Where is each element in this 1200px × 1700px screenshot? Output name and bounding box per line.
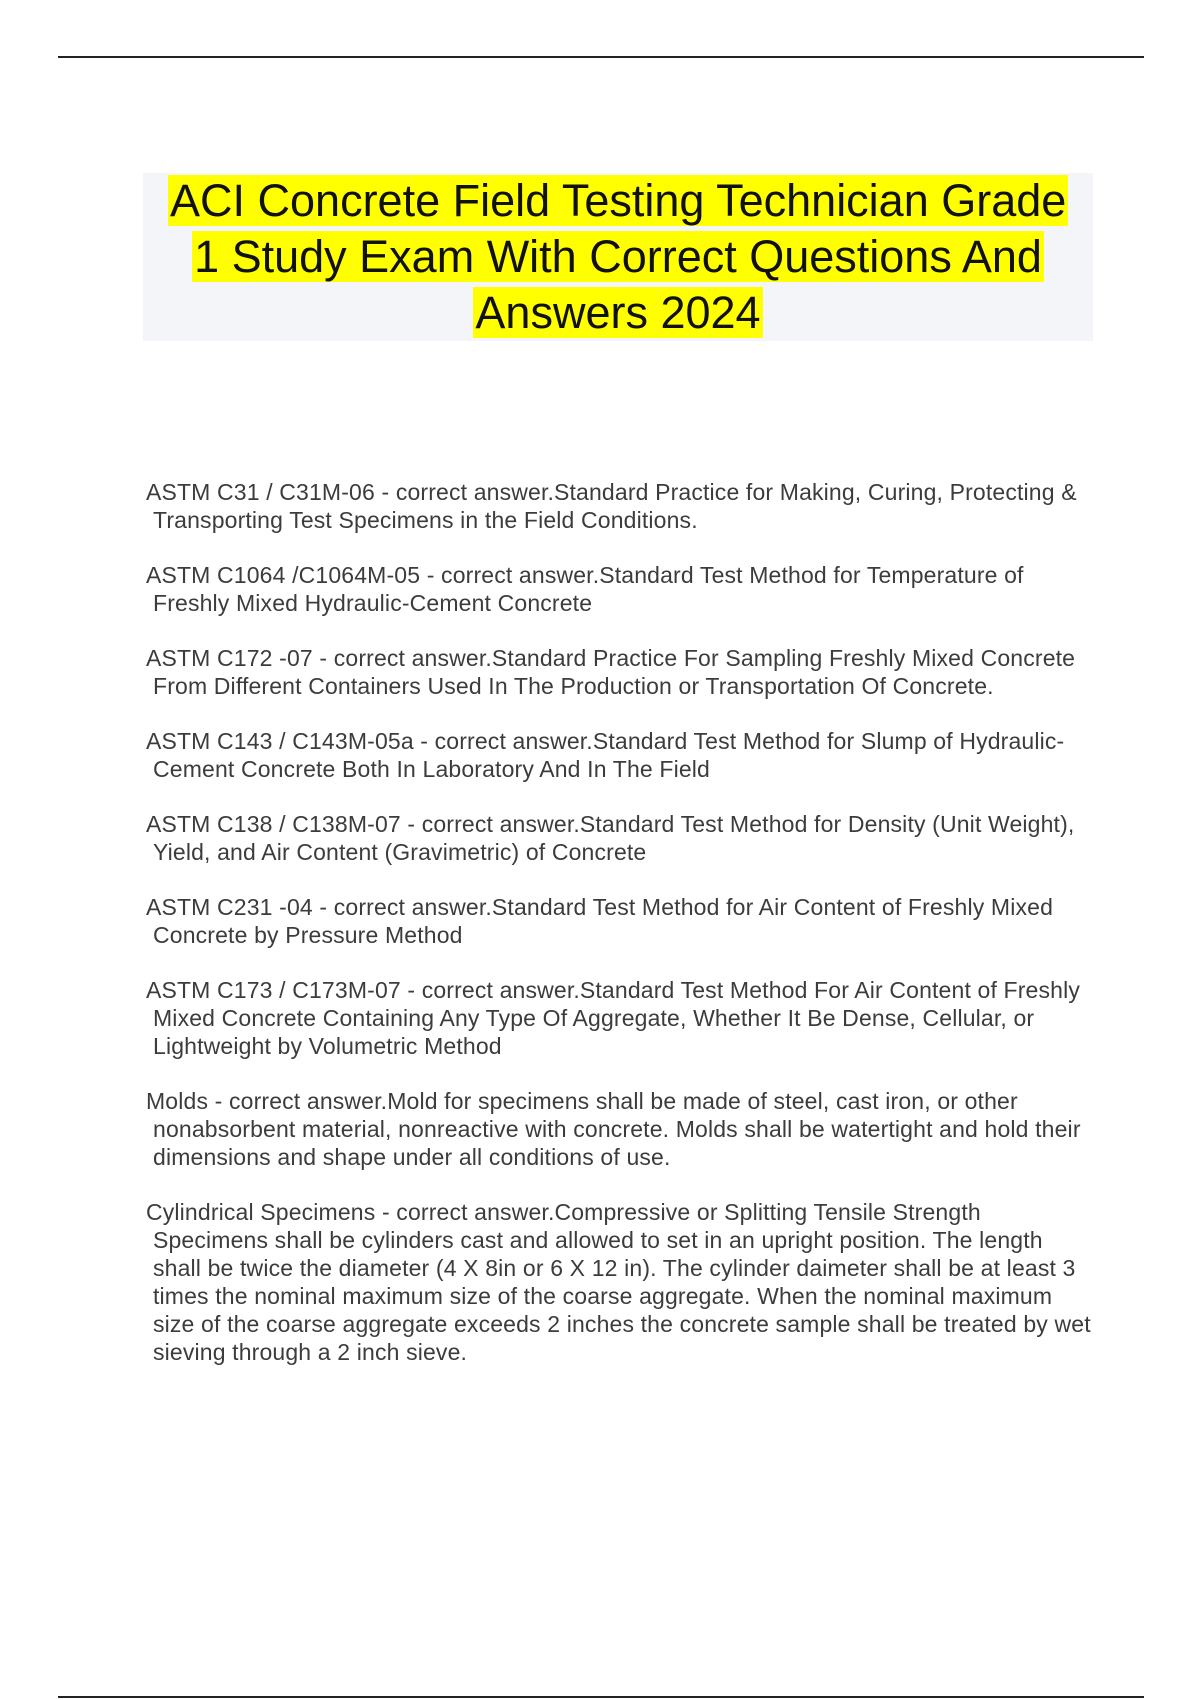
qa-entry: Cylindrical Specimens - correct answer.Compressive or Splitting Tensile Strength Specimens shall be cylinders cast and allowed to set in an upright position. The length shall be twice the diameter (4 X 8in or 6 X 12 in). The cylinder daimeter shall be at least 3 times the nominal maximum size of the coarse aggregate. When the nominal maximum size of the coarse aggregate exceeds 2 inches the concrete sample shall be treated by wet sieving through a 2 inch sieve.	[146, 1199, 1091, 1365]
qa-entry: ASTM C138 / C138M-07 - correct answer.Standard Test Method for Density (Unit Weight), Yield, and Air Content (Gravimetric) of Concrete	[146, 811, 1075, 865]
top-rule	[58, 56, 1144, 58]
qa-entry: ASTM C143 / C143M-05a - correct answer.Standard Test Method for Slump of Hydraulic-Cement Concrete Both In Laboratory And In The Field	[146, 728, 1065, 782]
qa-list	[146, 478, 1091, 1393]
qa-entry: ASTM C31 / C31M-06 - correct answer.Standard Practice for Making, Curing, Protecting & Transporting Test Specimens in the Field Conditions.	[146, 479, 1077, 533]
document-title	[168, 173, 1068, 341]
qa-entry: ASTM C231 -04 - correct answer.Standard Test Method for Air Content of Freshly Mixed Concrete by Pressure Method	[146, 894, 1054, 948]
title-highlight: ACI Concrete Field Testing Technician Grade 1 Study Exam With Correct Questions And Answers 2024	[170, 175, 1067, 338]
qa-entry: ASTM C1064 /C1064M-05 - correct answer.Standard Test Method for Temperature of Freshly Mixed Hydraulic-Cement Concrete	[146, 562, 1024, 616]
bottom-rule	[58, 1696, 1144, 1698]
qa-entry: Molds - correct answer.Mold for specimens shall be made of steel, cast iron, or other nonabsorbent material, nonreactive with concrete. Molds shall be watertight and hold their dimensions and shape under all conditions of use.	[146, 1088, 1081, 1170]
qa-entry: ASTM C172 -07 - correct answer.Standard Practice For Sampling Freshly Mixed Concrete From Different Containers Used In The Production or Transportation Of Concrete.	[146, 645, 1076, 699]
qa-entry: ASTM C173 / C173M-07 - correct answer.Standard Test Method For Air Content of Freshly Mixed Concrete Containing Any Type Of Aggregate, Whether It Be Dense, Cellular, or Lightweight by Volumetric Method	[146, 977, 1080, 1059]
title-band	[143, 173, 1093, 341]
